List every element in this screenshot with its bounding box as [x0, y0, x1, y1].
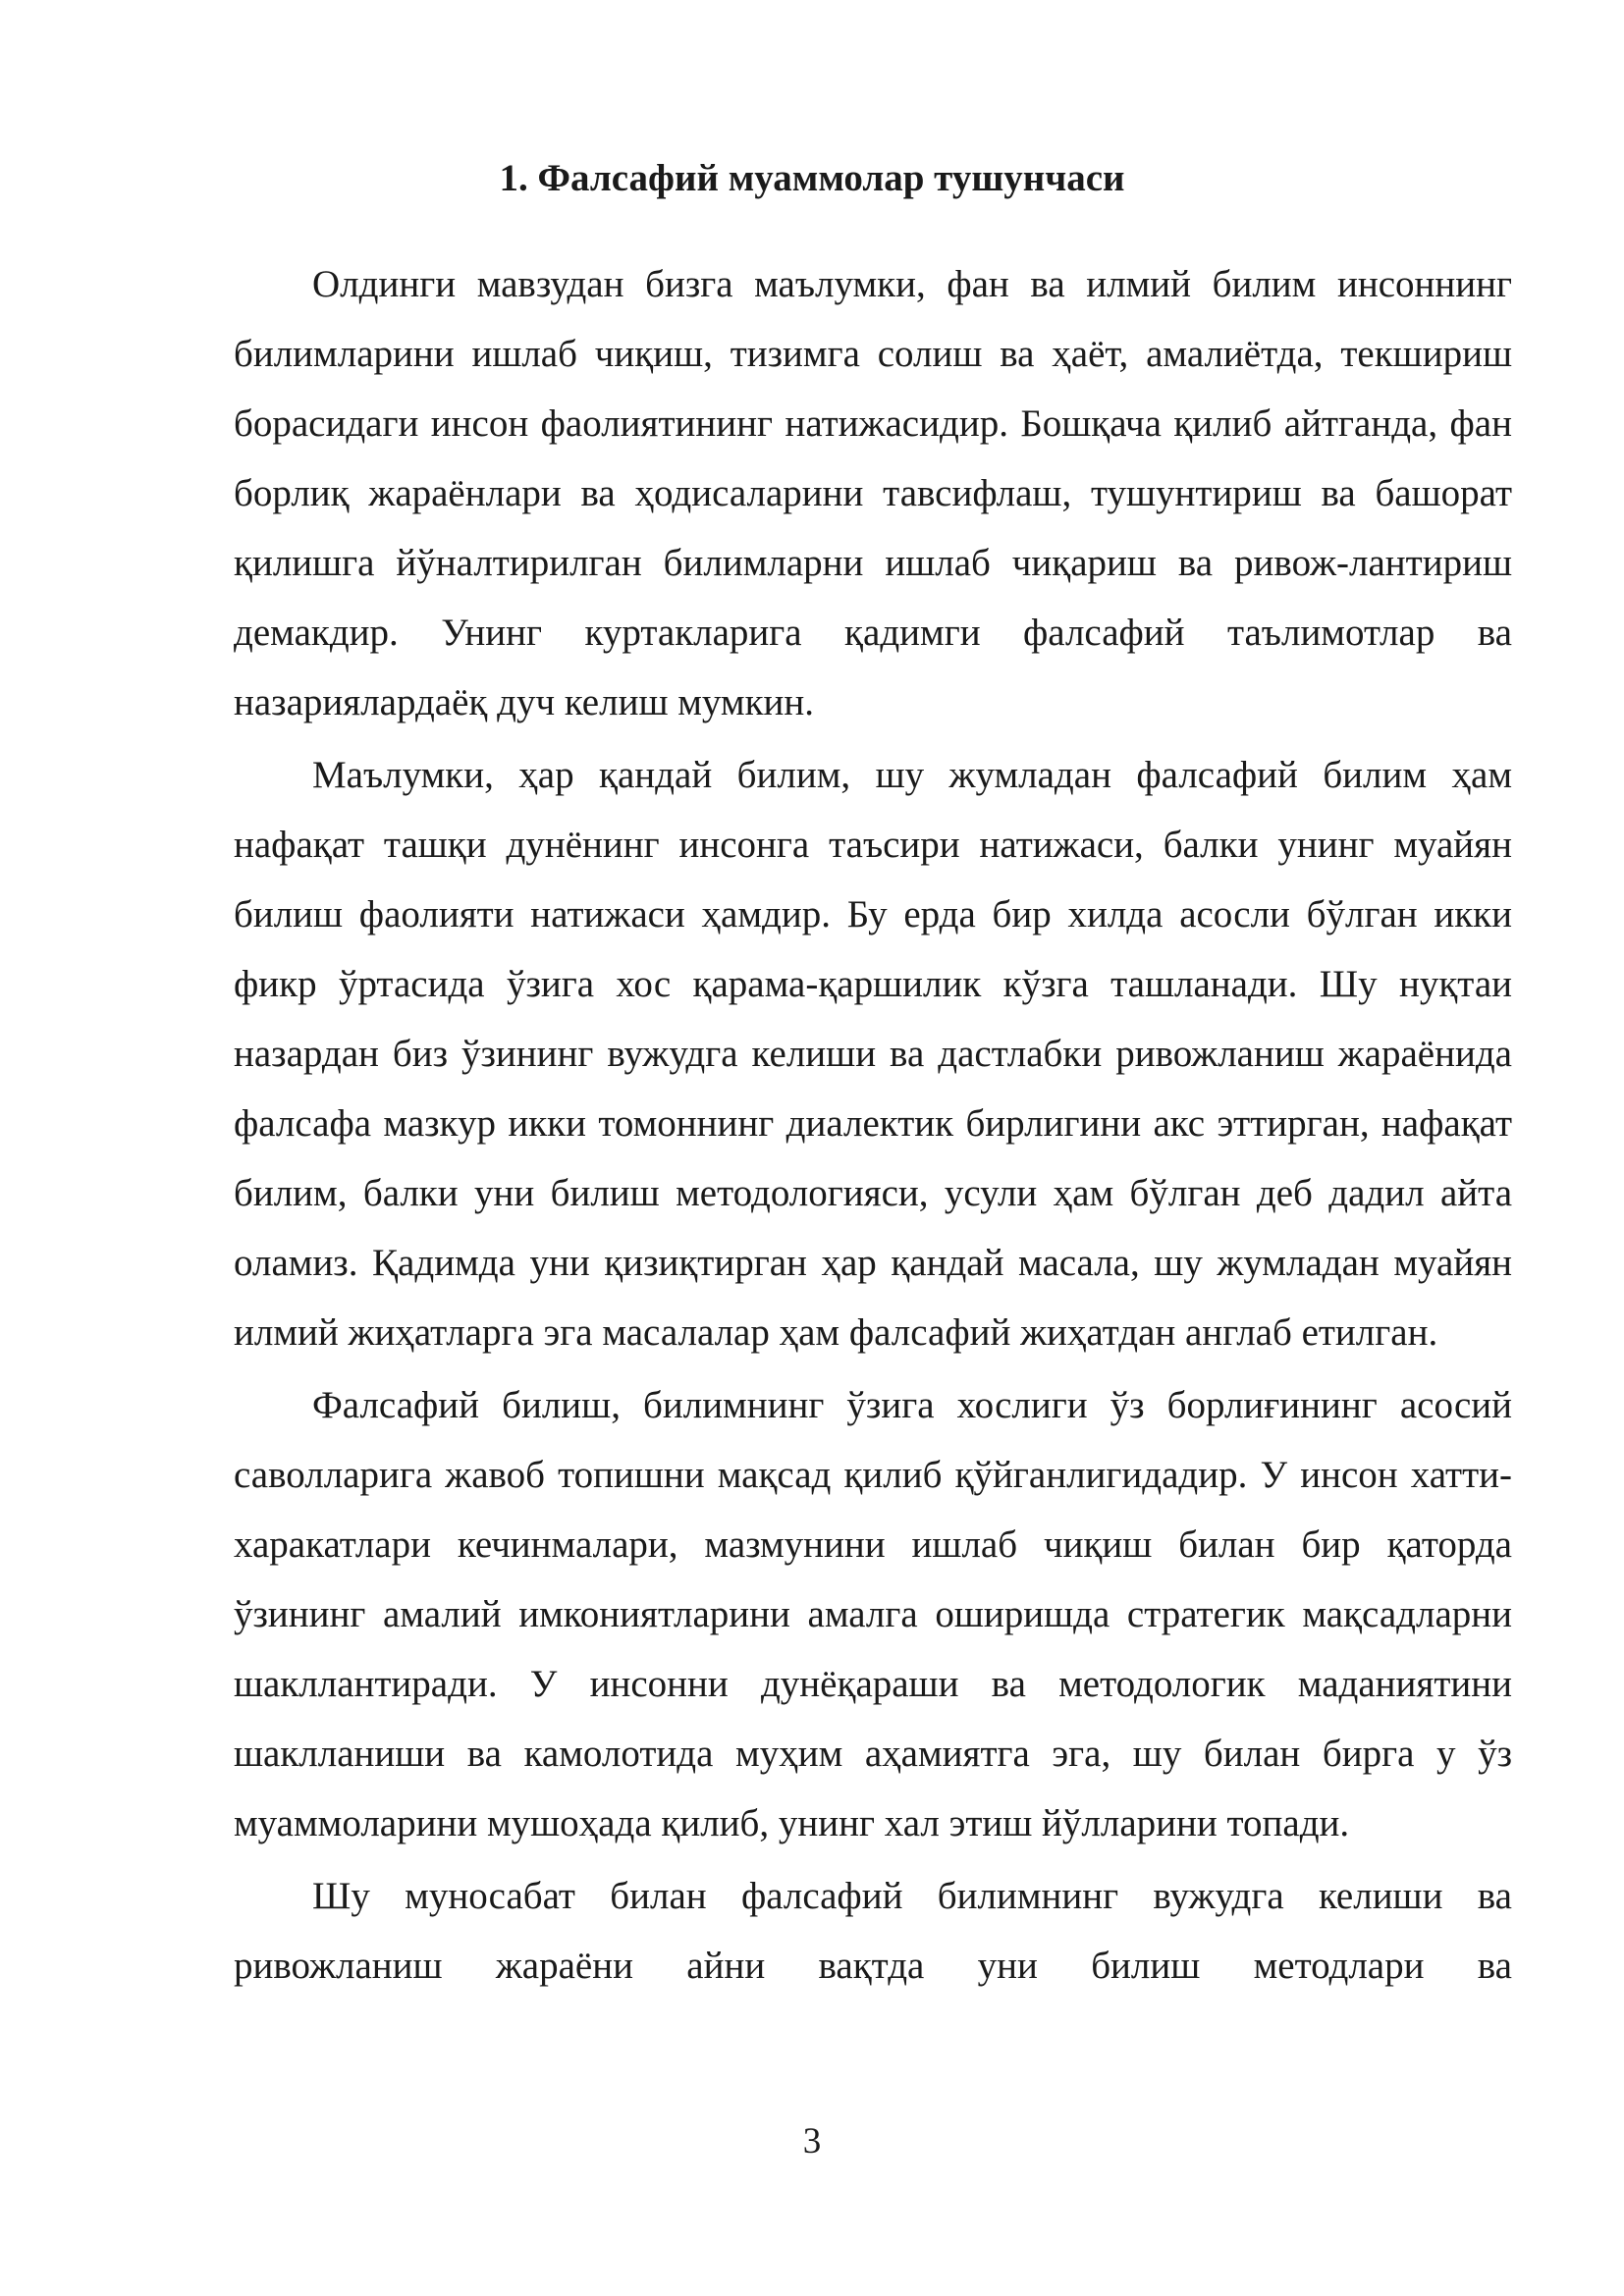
paragraph-1: Олдинги мавзудан бизга маълумки, фан ва илмий билим инсоннинг билимларини ишлаб чиқиш, тизимга солиш ва ҳаёт, амалиётда, текшириш борасидаги инсон фаолиятининг натижасидир. Бошқача қилиб айтганда, фан борлиқ жараёнлари ва ҳодисаларини тавсифлаш, тушунтириш ва башорат қилишга йўналтирилган билимларни ишлаб чиқариш ва ривож-лантириш демакдир. Унинг куртакларига қадимги фалсафий таълимотлар ва назариялардаёқ дуч келиш мумкин.: [234, 263, 1512, 723]
body-text: [234, 249, 1512, 2003]
paragraph-2: Маълумки, ҳар қандай билим, шу жумладан фалсафий билим ҳам нафақат ташқи дунёнинг инсонга таъсири натижаси, балки унинг муайян билиш фаолияти натижаси ҳамдир. Бу ерда бир хилда асосли бўлган икки фикр ўртасида ўзига хос қарама-қаршилик кўзга ташланади. Шу нуқтаи назардан биз ўзининг вужудга келиши ва дастлабки ривожланиш жараёнида фалсафа мазкур икки томоннинг диалектик бирлигини акс эттирган, нафақат билим, балки уни билиш методологияси, усули ҳам бўлган деб дадил айта оламиз. Қадимда уни қизиқтирган ҳар қандай масала, шу жумладан муайян илмий жиҳатларга эга масалалар ҳам фалсафий жиҳатдан англаб етилган.: [234, 754, 1512, 1354]
section-title: 1. Фалсафий муаммолар тушунчаси: [499, 157, 1125, 199]
page-number: 3: [802, 2121, 822, 2162]
paragraph-4: Шу муносабат билан фалсафий билимнинг вужудга келиши ва ривожланиш жараёни айни вақтда уни билиш методлари ва: [234, 1875, 1512, 1987]
paragraph-3: Фалсафий билиш, билимнинг ўзига хослиги ўз борлиғининг асосий саволларига жавоб топишни мақсад қилиб қўйганлигидадир. У инсон хатти-харакатлари кечинмалари, мазмунини ишлаб чиқиш билан бир қаторда ўзининг амалий имкониятларини амалга оширишда стратегик мақсадларни шакллантиради. У инсонни дунёқараши ва методологик маданиятини шаклланиши ва камолотида муҳим аҳамиятга эга, шу билан бирга у ўз муаммоларини мушоҳада қилиб, унинг хал этиш йўлларини топади.: [234, 1384, 1512, 1844]
